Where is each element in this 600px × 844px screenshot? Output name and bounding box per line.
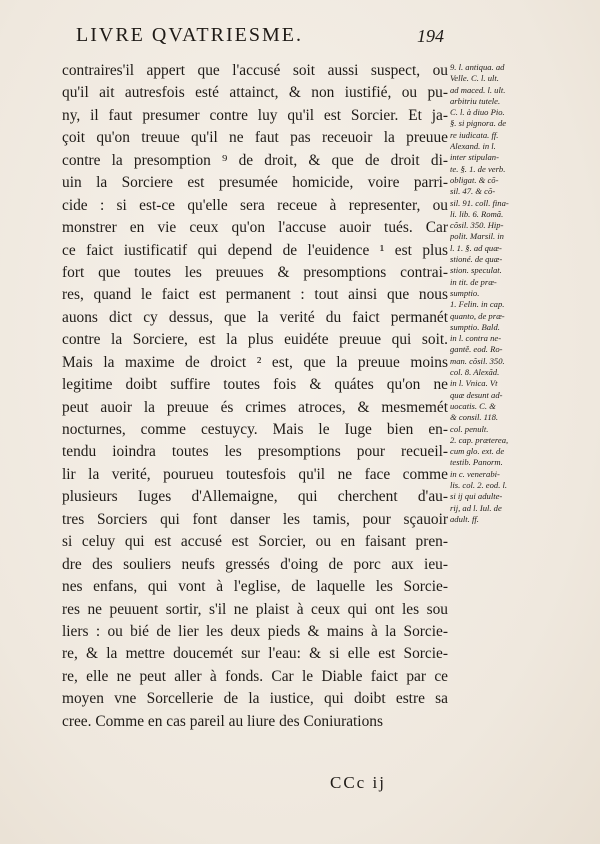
margin-note-line: 2. cap. præterea, xyxy=(450,434,509,445)
text-line: legitime doibt suffire toutes fois & quátes qu'on ne xyxy=(62,376,448,394)
text-line: ny, il faut presumer contre luy qu'il est Sorcier. Et ja- xyxy=(62,106,448,124)
text-line: peut auoir la preuue és crimes atroces, & mesmemét xyxy=(62,398,448,416)
margin-note-line: li. lib. 6. Romã. xyxy=(450,208,504,219)
text-line: qu'il ait autresfois esté attainct, & non iustifié, ou pu- xyxy=(62,84,448,102)
margin-note-line: adult. ff. xyxy=(450,513,479,524)
margin-note-line: & consil. 118. xyxy=(450,412,499,423)
text-line: dre des souliers neufs gressés d'oing de porc aux ieu- xyxy=(62,555,448,573)
margin-note-line: col. 8. Alexãd. xyxy=(450,367,500,378)
text-line: Mais la maxime de droict ² est, que la preuue moins xyxy=(62,353,448,371)
margin-note-line: sumptio. Bald. xyxy=(450,321,500,332)
margin-note-line: stion. speculat. xyxy=(450,265,502,276)
margin-note-line: Velle. C. l. ult. xyxy=(450,73,499,84)
text-line: monstrer en vie ceux qu'on l'accuse auoir tués. Car xyxy=(62,219,448,237)
text-line: tendu ioindra toutes les presomptions pour recueil- xyxy=(62,443,448,461)
text-line: plusieurs Iuges d'Allemaigne, qui cherchent d'au- xyxy=(62,488,448,506)
running-title: LIVRE QVATRIESME. xyxy=(76,24,303,46)
marginal-notes xyxy=(450,62,560,525)
margin-note-line: lis. col. 2. eod. l. xyxy=(450,479,508,490)
text-line: ce faict iustificatif qui depend de l'euidence ¹ est plus xyxy=(62,241,448,259)
margin-note-line: quanto, de præ- xyxy=(450,310,505,321)
margin-note-line: §. si pignora. de xyxy=(450,118,507,129)
margin-note-line: polit. Marsil. in xyxy=(450,231,504,242)
printer-signature-mark: CCc ij xyxy=(330,773,386,792)
margin-note-line: man. cõsil. 350. xyxy=(450,355,505,366)
text-line: res, quand le faict est permanent : tout ainsi que nous xyxy=(62,286,448,304)
margin-note-line: cõsil. 350. Hip- xyxy=(450,220,504,231)
text-line: si celuy qui est accusé est Sorcier, ou en faisant pren- xyxy=(62,533,448,551)
margin-note-line: te. §. 1. de verb. xyxy=(450,163,506,174)
margin-note-line: in tit. de præ- xyxy=(450,276,497,287)
margin-note-line: quæ desunt ad- xyxy=(450,389,503,400)
margin-note-line: in c. venerabi- xyxy=(450,468,500,479)
text-line: nes enfans, qui vont à l'eglise, de laquelle les Sorcie- xyxy=(62,578,448,596)
margin-note-line: in l. contra ne- xyxy=(450,333,502,344)
text-line: nocturnes, comme cestuycy. Mais le Iuge bien en- xyxy=(62,421,448,438)
margin-note-line: ad maced. l. ult. xyxy=(450,84,506,95)
margin-note-line: uocatis. C. & xyxy=(450,400,496,411)
margin-note-line: cum glo. ext. de xyxy=(450,446,505,457)
text-line: moyen vne Sorcellerie de la iustice, qui doibt estre sa xyxy=(62,690,448,708)
margin-note-line: si ij qui adulte- xyxy=(450,491,503,502)
text-line: fort que toutes les preuues & presomptions contrai- xyxy=(62,263,448,281)
margin-note-line: re iudicata. ff. xyxy=(450,129,499,140)
text-line: liers : ou bié de lier les deux pieds & mains à la Sorcie- xyxy=(62,622,448,640)
text-line: auons dict cy dessus, que la verité du faict permanét xyxy=(62,308,448,326)
page-number: 194 xyxy=(417,26,444,46)
margin-note-line: sil. 91. coll. fina- xyxy=(450,197,509,208)
text-line: cide : si est-ce qu'elle sera receue à representer, ou xyxy=(62,196,448,214)
margin-note-line: gantě. eod. Ro- xyxy=(450,344,503,355)
margin-note-line: C. l. à diuo Pio. xyxy=(450,107,505,118)
text-line: tres Sorciers qui font danser les tamis, pour sçauoir xyxy=(62,510,448,528)
margin-note-line: col. penult. xyxy=(450,423,489,434)
margin-note-line: Alexand. in l. xyxy=(450,141,496,152)
margin-note-line: sumptio. xyxy=(450,287,480,298)
margin-note-line: inter stipulan- xyxy=(450,152,499,163)
text-line: re, & la mettre doucemét sur l'eau: & si elle est Sorcie- xyxy=(62,645,448,663)
text-line: res ne peuuent sortir, s'il ne plaist à ceux qui ont les sou xyxy=(62,600,448,618)
margin-note-line: testib. Panorm. xyxy=(450,457,503,468)
margin-note-line: 9. l. antiqua. ad xyxy=(450,62,505,72)
text-line: contre la presomption ⁹ de droit, & que de droit di- xyxy=(62,151,448,169)
margin-note-line: rij, ad l. Iul. de xyxy=(450,502,502,513)
text-line: çoit qu'on treuue qu'il ne faut pas receuoir la preuue xyxy=(62,129,448,147)
margin-note-line: sil. 47. & cõ- xyxy=(450,186,496,197)
margin-note-line: arbitriu tutele. xyxy=(450,95,501,106)
margin-note-line: in l. Vnica. Vt xyxy=(450,378,498,389)
margin-note-line: 1. Felin. in cap. xyxy=(450,299,505,310)
text-line: contraires'il appert que l'accusé soit aussi suspect, ou xyxy=(62,62,448,79)
text-line: contre la Sorciere, est la plus euidéte preuue qui soit. xyxy=(62,331,448,349)
margin-note-line: obligat. & cõ- xyxy=(450,174,499,185)
text-line: uin la Sorciere est presumée homicide, voire parri- xyxy=(62,174,448,192)
text-line: cree. Comme en cas pareil au liure des Coniurations xyxy=(62,712,383,730)
main-text-block xyxy=(62,60,448,733)
text-line: re, elle ne peut aller à fonds. Car le Diable faict par ce xyxy=(62,667,448,685)
text-line: lir la verité, pourueu toutesfois qu'il ne face comme xyxy=(62,465,448,483)
margin-note-line: l. 1. §. ad quæ- xyxy=(450,242,502,253)
margin-note-line: stioné. de quæ- xyxy=(450,254,503,265)
